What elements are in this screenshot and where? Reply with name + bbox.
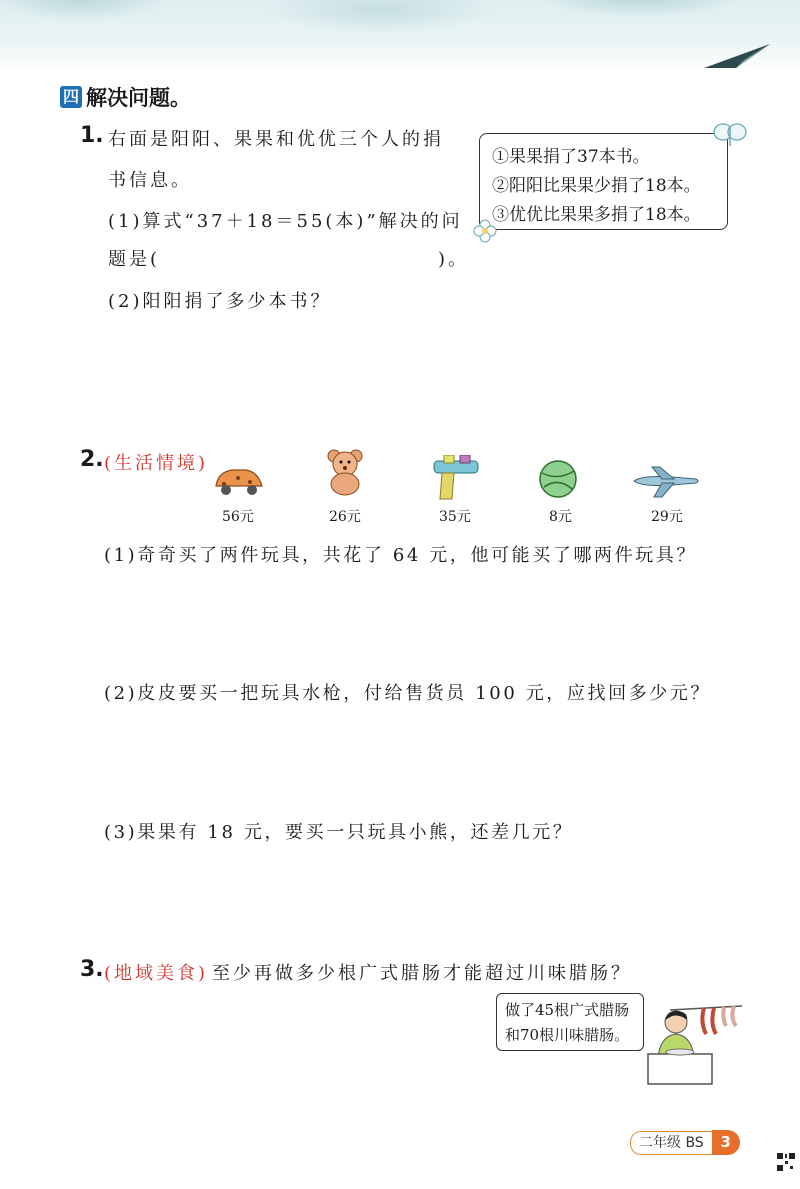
q3-tag: (地域美食) [104,963,209,984]
question-1-number: 1. [80,123,104,148]
info-line-2: ②阳阳比果果少捐了18本。 [492,176,701,196]
speech-bubble [496,993,644,1051]
water-gun-icon [432,455,484,501]
q1-text-line-1: 右面是阳阳、果果和优优三个人的捐 [108,129,444,150]
toy-price-ball: 8元 [549,509,572,525]
car-toy-icon [212,462,266,498]
toy-price-bear: 26元 [329,509,361,525]
q2-sub1-question: (1)奇奇买了两件玩具，共花了 64 元，他可能买了哪两件玩具？ [104,545,698,566]
header-band [0,0,800,72]
speech-line-2: 和70根川味腊肠。 [505,1026,630,1044]
airplane-toy-icon [632,465,702,499]
paper-plane-icon [700,38,780,72]
q2-sub2-question: (2)皮皮要买一把玩具水枪，付给售货员 100 元，应找回多少元？ [104,683,712,704]
boy-with-sausages-illustration [640,1000,744,1086]
speech-line-1: 做了45根广式腊肠 [505,1001,630,1019]
ball-icon [538,459,578,499]
info-box [479,133,728,230]
toy-price-airplane: 29元 [651,509,683,525]
q1-text-line-2: 书信息。 [108,170,192,191]
question-3-number: 3. [80,957,104,982]
butterfly-icon [712,120,748,150]
q2-tag: (生活情境) [104,453,209,474]
flower-icon [472,218,498,244]
page-number: 3 [712,1130,740,1155]
q3-question: 至少再做多少根广式腊肠才能超过川味腊肠？ [212,963,632,984]
toy-price-water-gun: 35元 [439,509,471,525]
q1-sub1-line-1: (1)算式“37＋18＝55(本)”解决的问 [108,211,463,232]
question-2-number: 2. [80,447,104,472]
page-footer [630,1130,740,1155]
q1-sub1-line-2-start: 题是( [108,249,161,270]
q2-sub3-question: (3)果果有 18 元，要买一只玩具小熊，还差几元？ [104,822,574,843]
section-title-text: 解决问题。 [86,85,191,110]
q1-sub2-question: (2)阳阳捐了多少本书？ [108,291,332,312]
section-title [60,82,191,112]
info-line-3: ③优优比果果多捐了18本。 [492,205,701,225]
footer-grade-label: 二年级 BS [630,1131,712,1155]
toy-price-car: 56元 [222,509,254,525]
section-badge: 四 [60,86,82,108]
info-line-1: ①果果捐了37本书。 [492,147,650,167]
qr-code-icon [776,1152,796,1172]
teddy-bear-icon [324,448,366,496]
q1-sub1-line-2-end: )。 [438,249,470,270]
